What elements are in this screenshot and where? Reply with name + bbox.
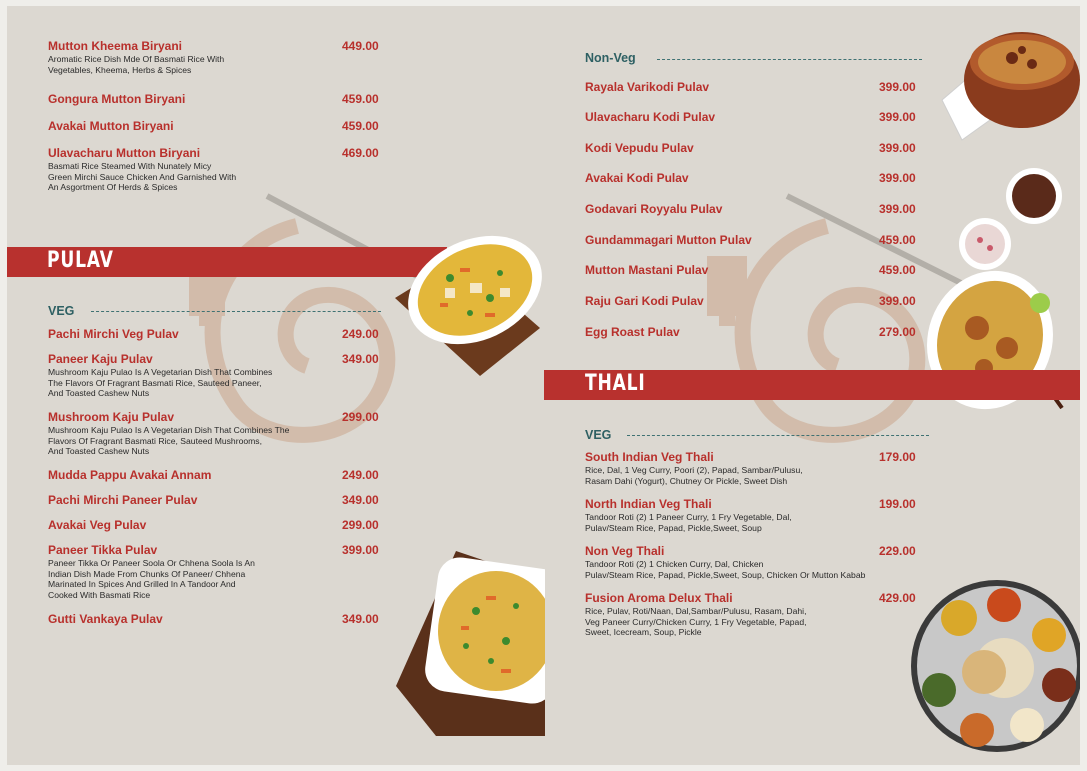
dish-name: Rayala Varikodi Pulav [585,80,710,94]
nonveg-divider [657,59,922,60]
dish-price: 349.00 [342,352,379,366]
dish-price: 299.00 [342,518,379,532]
dish-name: Mutton Mastani Pulav [585,263,709,277]
dish-name: Avakai Mutton Biryani [48,119,174,133]
dish-price: 399.00 [879,294,916,308]
dish-name: Ulavacharu Kodi Pulav [585,110,716,124]
dish-name: Egg Roast Pulav [585,325,680,339]
biryani-pot-image [937,20,1080,155]
dish-description: Paneer Tikka Or Paneer Soola Or Chhena Soola Is An Indian Dish Made From Chunks Of Paneer/ Chhena Marinated In Spices And Grilled In A Tandoor And Cooked With Basmati Rice [48,558,255,600]
dish-name: Gutti Vankaya Pulav [48,612,163,626]
dish-name: Mudda Pappu Avakai Annam [48,468,212,482]
biryani-menu-item [48,39,379,75]
pulav-menu-item [48,352,379,399]
pulav-menu-item [48,543,379,600]
dish-price: 349.00 [342,612,379,626]
dish-description: Aromatic Rice Dish Mde Of Basmati Rice With Vegetables, Kheema, Herbs & Spices [48,54,225,75]
pulav-menu-item [48,612,379,626]
nonveg-pulav-menu-item [585,233,916,247]
thali-menu-item [585,591,916,638]
pulav-menu-item [48,327,379,341]
thali-menu-item [585,450,916,486]
nonveg-pulav-menu-item [585,325,916,339]
dish-price: 399.00 [879,110,916,124]
dish-name: Non Veg Thali [585,544,665,558]
dish-name: Gongura Mutton Biryani [48,92,186,106]
dish-price: 399.00 [879,80,916,94]
veg-label-left: VEG [48,304,75,318]
dish-description: Tandoor Roti (2) 1 Chicken Curry, Dal, Chicken Pulav/Steam Rice, Papad, Pickle,Sweet, Soup, Chicken Or Mutton Kabab [585,559,866,580]
dish-name: South Indian Veg Thali [585,450,714,464]
veg-label-right: VEG [585,428,612,442]
veg-divider-left [91,311,381,312]
dish-name: Pachi Mirchi Veg Pulav [48,327,179,341]
dish-description: Rice, Pulav, Roti/Naan, Dal,Sambar/Pulusu, Rasam, Dahi, Veg Paneer Curry/Chicken Curry, 1 Fry Vegetable, Papad, Sweet, Icecream, Soup, Pickle [585,606,807,638]
dish-name: Gundammagari Mutton Pulav [585,233,752,247]
dish-price: 449.00 [342,39,379,53]
dish-name: Mutton Kheema Biryani [48,39,183,53]
menu-spread [7,6,1080,765]
dish-price: 199.00 [879,497,916,511]
nonveg-pulav-menu-item [585,171,916,185]
dish-price: 399.00 [879,171,916,185]
dish-price: 179.00 [879,450,916,464]
dish-description: Rice, Dal, 1 Veg Curry, Poori (2), Papad, Sambar/Pulusu, Rasam Dahi (Yogurt), Chutney Or Pickle, Sweet Dish [585,465,803,486]
dish-name: Avakai Veg Pulav [48,518,147,532]
nonveg-pulav-menu-item [585,294,916,308]
biryani-menu-item [48,92,379,106]
pulav-menu-item [48,493,379,507]
dish-price: 399.00 [879,202,916,216]
dish-price: 459.00 [879,263,916,277]
dish-price: 279.00 [879,325,916,339]
pulav-menu-item [48,468,379,482]
dish-price: 399.00 [342,543,379,557]
dish-price: 459.00 [342,92,379,106]
dish-description: Tandoor Roti (2) 1 Paneer Curry, 1 Fry Vegetable, Dal, Pulav/Steam Rice, Papad, Pickle,Sweet, Soup [585,512,792,533]
veg-divider-right [627,435,929,436]
dish-price: 299.00 [342,410,379,424]
dish-price: 249.00 [342,468,379,482]
dish-name: Paneer Kaju Pulav [48,352,153,366]
nonveg-pulav-menu-item [585,141,916,155]
thali-menu-item [585,497,916,533]
thali-title: THALI [585,371,646,396]
dish-price: 459.00 [342,119,379,133]
dish-name: Godavari Royyalu Pulav [585,202,723,216]
dish-name: Ulavacharu Mutton Biryani [48,146,201,160]
dish-price: 399.00 [879,141,916,155]
dish-description: Basmati Rice Steamed With Nunately Micy Green Mirchi Sauce Chicken And Garnished With An Asgortment Of Herds & Spices [48,161,237,193]
thali-plate-image [909,580,1080,755]
dish-name: Pachi Mirchi Paneer Pulav [48,493,198,507]
pulav-title: PULAV [47,248,114,273]
nonveg-pulav-menu-item [585,263,916,277]
dish-price: 429.00 [879,591,916,605]
dish-price: 349.00 [342,493,379,507]
dish-price: 459.00 [879,233,916,247]
nonveg-label: Non-Veg [585,51,636,65]
veg-pulav-dish-image [390,218,545,378]
dish-description: Mushroom Kaju Pulao Is A Vegetarian Dish That Combines The Flavors Of Fragrant Basmati Rice, Sauteed Mushrooms, And Toasted Cashew Nuts [48,425,290,457]
thali-menu-item [585,544,916,580]
biryani-menu-item [48,119,379,133]
dish-name: North Indian Veg Thali [585,497,712,511]
dish-description: Mushroom Kaju Pulao Is A Vegetarian Dish That Combines The Flavors Of Fragrant Basmati Rice, Sauteed Paneer, And Toasted Cashew Nuts [48,367,273,399]
pulav-menu-item [48,518,379,532]
dish-name: Avakai Kodi Pulav [585,171,689,185]
dish-name: Paneer Tikka Pulav [48,543,158,557]
nonveg-pulav-menu-item [585,110,916,124]
dish-price: 229.00 [879,544,916,558]
nonveg-pulav-menu-item [585,80,916,94]
biryani-menu-item [48,146,379,193]
nonveg-pulav-menu-item [585,202,916,216]
dish-name: Raju Gari Kodi Pulav [585,294,704,308]
dish-price: 249.00 [342,327,379,341]
pulav-menu-item [48,410,379,457]
dish-price: 469.00 [342,146,379,160]
paneer-pulav-dish-image [396,551,545,736]
dish-name: Kodi Vepudu Pulav [585,141,694,155]
dish-name: Fusion Aroma Delux Thali [585,591,733,605]
dish-name: Mushroom Kaju Pulav [48,410,175,424]
